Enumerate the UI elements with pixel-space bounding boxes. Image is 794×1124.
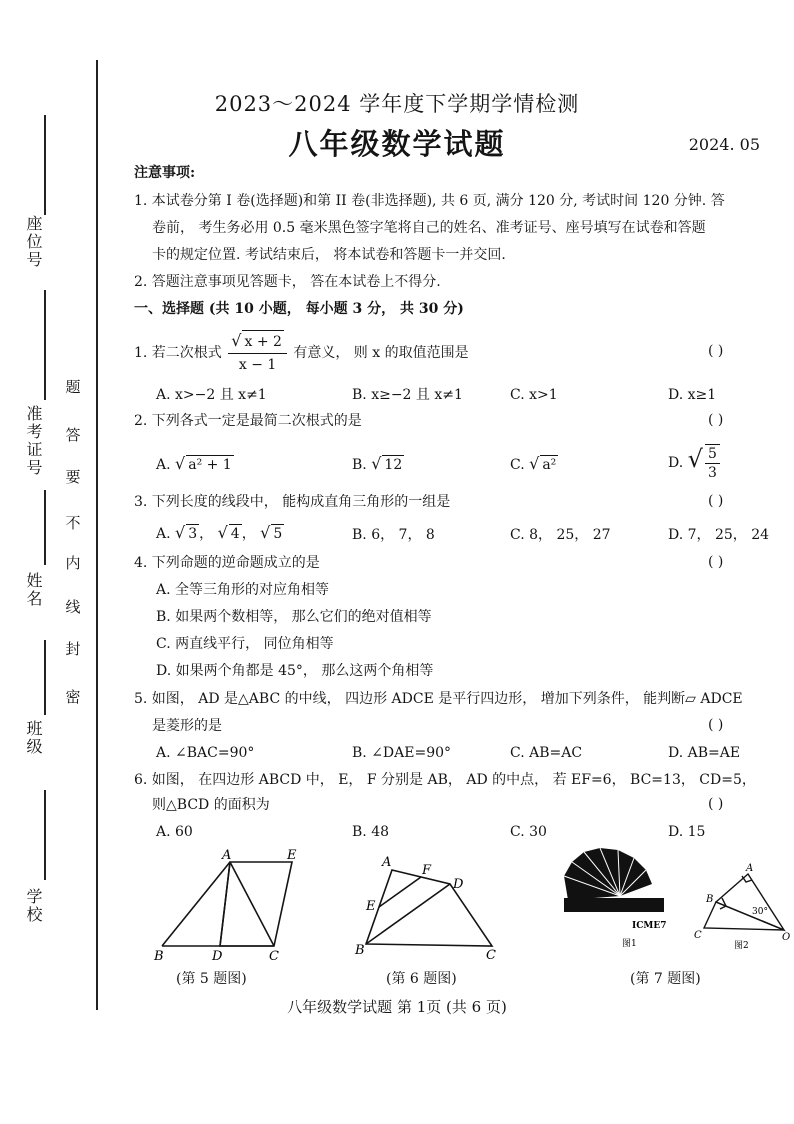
- fig7-label-a: A: [746, 863, 754, 874]
- fig5-label-d: D: [212, 949, 223, 964]
- fig7-subcaption-2: 图2: [734, 941, 749, 951]
- fig7-triangle-boc: [704, 902, 784, 930]
- fig6-diagonal-bd: [366, 884, 450, 944]
- q1-prefix: 1. 若二次根式: [134, 345, 222, 361]
- q5-option-a: A. ∠BAC=90°: [156, 745, 255, 761]
- q5-stem-line1: 5. 如图， AD 是△ABC 的中线， 四边形 ADCE 是平行四边形， 增加下列条件， 能判断▱ ADCE: [134, 691, 743, 707]
- q1-numerator-radicand: x + 2: [242, 330, 283, 353]
- fig5-diagonal-ac: [230, 862, 274, 946]
- warning-char: 答: [65, 426, 81, 444]
- class-label: 班级: [24, 720, 43, 756]
- fig6-label-c: C: [486, 948, 496, 962]
- fig5-median-ad: [220, 862, 230, 946]
- q6-stem-line1: 6. 如图， 在四边形 ABCD 中， E， F 分别是 AB， AD 的中点， 若 EF=6， BC=13， CD=5，: [134, 772, 756, 788]
- q5-option-c: C. AB=AC: [510, 745, 583, 761]
- figure-6: [352, 850, 512, 962]
- q2-stem: 2. 下列各式一定是最简二次根式的是: [134, 413, 362, 429]
- q6-option-d: D. 15: [668, 824, 706, 840]
- warning-char: 密: [65, 688, 81, 706]
- q3-answer-paren: ( ): [708, 493, 724, 509]
- fig5-label-c: C: [269, 949, 279, 964]
- warning-char: 题: [65, 378, 81, 396]
- class-underline: [44, 640, 46, 715]
- exam-no-underline: [44, 290, 46, 400]
- q2-option-d-fraction: [705, 444, 720, 482]
- notes-item1-line1: 1. 本试卷分第 I 卷(选择题)和第 II 卷(非选择题), 共 6 页, 满分 120 分, 考试时间 120 分钟. 答: [134, 193, 725, 209]
- q6-option-a: A. 60: [156, 824, 193, 840]
- q4-answer-paren: ( ): [708, 554, 724, 570]
- q2-option-d-label: D.: [668, 455, 684, 471]
- exam-title-line2: 八年级数学试题: [288, 127, 506, 161]
- q2-option-c-radicand: a²: [542, 457, 557, 473]
- exam-date: 2024. 05: [688, 135, 760, 154]
- q3-option-b: B. 6， 7， 8: [352, 527, 435, 543]
- q3-stem: 3. 下列长度的线段中， 能构成直角三角形的一组是: [134, 494, 451, 510]
- binding-line: [96, 60, 98, 1010]
- q5-stem-line2: 是菱形的是: [152, 718, 222, 734]
- fig6-label-f: F: [422, 863, 432, 878]
- warning-char: 封: [65, 640, 81, 658]
- figure-6-caption: (第 6 题图): [386, 971, 457, 987]
- q6-option-c: C. 30: [510, 824, 547, 840]
- fig6-label-b: B: [355, 943, 365, 958]
- fig7-triangle-aob: [716, 874, 784, 930]
- q3-option-a-r2: 4: [230, 526, 240, 542]
- warning-char: 要: [65, 468, 81, 486]
- q4-option-d: D. 如果两个角都是 45°， 那么这两个角相等: [156, 663, 434, 679]
- q5-option-d: D. AB=AE: [668, 745, 741, 761]
- logo-caption-icme7: ICME7: [632, 921, 667, 931]
- q1-numerator: √ x + 2: [228, 330, 287, 354]
- warning-char: 内: [65, 554, 81, 572]
- q1-suffix: 有意义， 则 x 的取值范围是: [293, 345, 469, 361]
- q5-answer-paren: ( ): [708, 717, 724, 733]
- q4-option-a: A. 全等三角形的对应角相等: [156, 582, 330, 598]
- notes-item2: 2. 答题注意事项见答题卡， 答在本试卷上不得分.: [134, 274, 441, 290]
- q2-option-d-num: 5: [705, 445, 720, 464]
- exam-title-line1: 2023～2024 学年度下学期学情检测: [214, 92, 580, 116]
- q2-option-a: A. √ a² + 1: [156, 454, 232, 473]
- fig5-parallelogram: [220, 862, 292, 946]
- fig6-label-a: A: [382, 855, 392, 870]
- q2-answer-paren: ( ): [708, 412, 724, 428]
- figure-5: [150, 848, 310, 964]
- q2-option-a-label: A.: [156, 457, 171, 473]
- q2-option-a-radicand: a² + 1: [188, 457, 232, 473]
- q3-option-a-r1: 3: [188, 526, 198, 542]
- fig6-quadrilateral: [366, 870, 492, 946]
- q4-stem: 4. 下列命题的逆命题成立的是: [134, 555, 320, 571]
- q1-option-d: D. x≥1: [668, 387, 717, 403]
- fig5-label-e: E: [287, 848, 297, 863]
- q1-fraction: [228, 330, 287, 376]
- q6-option-b: B. 48: [352, 824, 390, 840]
- figure-7-logo: [560, 848, 672, 952]
- notes-heading: 注意事项:: [134, 165, 196, 181]
- logo-base: [564, 898, 664, 912]
- fig5-label-b: B: [154, 949, 164, 964]
- q1-denominator: x − 1: [238, 357, 277, 373]
- q4-option-b: B. 如果两个数相等， 那么它们的绝对值相等: [156, 609, 432, 625]
- warning-char: 不: [65, 514, 81, 532]
- fig7-label-c: C: [694, 930, 702, 941]
- name-label: 姓名: [24, 572, 43, 608]
- q5-option-b: B. ∠DAE=90°: [352, 745, 452, 761]
- q3-option-c: C. 8， 25， 27: [510, 527, 611, 543]
- fig6-label-e: E: [366, 899, 376, 914]
- figure-5-caption: (第 5 题图): [176, 971, 247, 987]
- q1-option-c: C. x>1: [510, 387, 558, 403]
- fig6-label-d: D: [453, 877, 464, 892]
- q2-option-c: C. √ a²: [510, 454, 557, 473]
- q3-option-d: D. 7， 25， 24: [668, 527, 770, 543]
- school-underline: [44, 790, 46, 880]
- fig7-label-o: O: [782, 932, 790, 943]
- q4-option-c: C. 两直线平行， 同位角相等: [156, 636, 334, 652]
- figure-7-triangles: [694, 862, 790, 952]
- q2-option-b-label: B.: [352, 457, 367, 473]
- fig7-label-b: B: [706, 894, 714, 905]
- q2-option-b-radicand: 12: [384, 457, 403, 473]
- q2-option-d: D. √ $\frac{5}{3}$: [668, 444, 722, 482]
- name-underline: [44, 490, 46, 565]
- q3-option-a-r3: 5: [273, 526, 283, 542]
- q2-option-b: B. √ 12: [352, 454, 403, 473]
- page-footer: 八年级数学试题 第 1页 (共 6 页): [287, 998, 507, 1016]
- fig7-subcaption-1: 图1: [622, 939, 637, 949]
- fig5-side-ab: [162, 862, 230, 946]
- exam-no-label: 准考证号: [24, 405, 43, 477]
- figure-7-caption: (第 7 题图): [630, 971, 701, 987]
- fig7-angle-label: 30°: [752, 907, 768, 917]
- section1-heading: 一、选择题 (共 10 小题， 每小题 3 分， 共 30 分): [134, 301, 464, 317]
- q1-answer-paren: ( ): [708, 343, 724, 359]
- notes-item1-line3: 卡的规定位置. 考试结束后， 将本试卷和答题卡一并交回.: [152, 247, 506, 263]
- fig5-label-a: A: [222, 848, 232, 863]
- q6-answer-paren: ( ): [708, 796, 724, 812]
- q2-option-d-den: 3: [707, 465, 717, 481]
- school-label: 学校: [24, 888, 43, 924]
- notes-item1-line2: 卷前， 考生务必用 0.5 毫米黑色签字笔将自己的姓名、准考证号、座号填写在试卷和答题: [152, 220, 706, 236]
- q2-option-c-label: C.: [510, 457, 525, 473]
- seat-label: 座位号: [24, 215, 43, 269]
- q1-option-a: A. x>−2 且 x≠1: [156, 387, 267, 403]
- q3-option-a-label: A.: [156, 526, 171, 542]
- q6-stem-line2: 则△BCD 的面积为: [152, 797, 270, 813]
- fig6-midline-ef: [379, 877, 421, 907]
- q1-stem: [134, 330, 469, 376]
- warning-char: 线: [65, 598, 81, 616]
- q1-option-b: B. x≥−2 且 x≠1: [352, 387, 463, 403]
- q3-option-a: A. √ 3 ， √ 4 ， √ 5: [156, 523, 283, 542]
